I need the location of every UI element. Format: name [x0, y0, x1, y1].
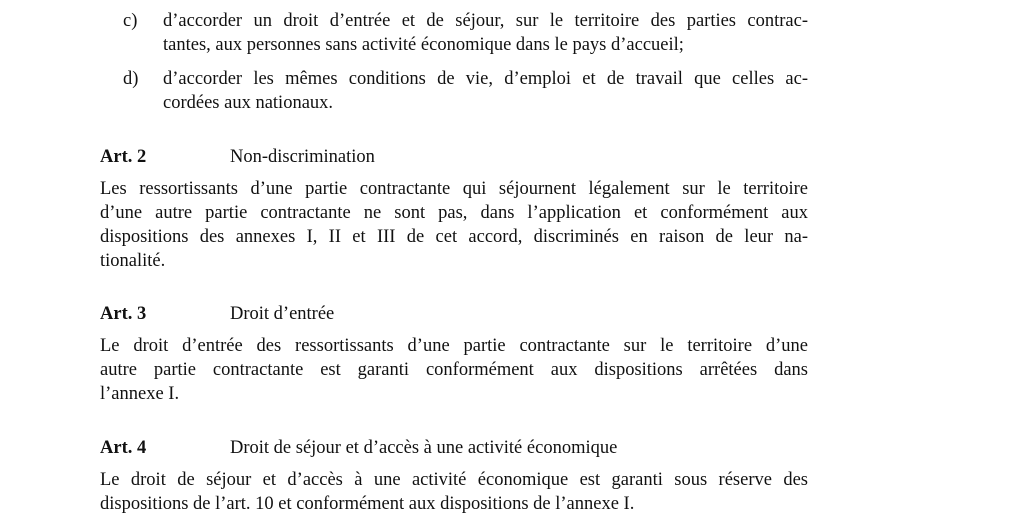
article-2-heading [100, 145, 800, 169]
list-marker: c) [123, 11, 138, 31]
text-line: autre partie contractante est garanti conformément aux dispositions arrêtées dans [100, 360, 808, 380]
text-line: Le droit de séjour et d’accès à une activité économique est garanti sous réserve des [100, 470, 808, 490]
text-line: tionalité. [100, 251, 166, 271]
article-3-heading [100, 302, 800, 326]
text-line: l’annexe I. [100, 384, 180, 404]
text-line: Le droit d’entrée des ressortissants d’une partie contractante sur le territoire d’une [100, 336, 808, 356]
text-line: tantes, aux personnes sans activité économique dans le pays d’accueil; [163, 35, 684, 55]
list-item-text [163, 9, 808, 57]
article-2-body [100, 177, 808, 273]
article-title: Droit de séjour et d’accès à une activité économique [230, 438, 618, 458]
list-item-text [163, 67, 808, 115]
text-line: cordées aux nationaux. [163, 93, 334, 113]
list-marker: d) [123, 69, 139, 89]
article-number: Art. 4 [100, 438, 147, 458]
text-line: d’une autre partie contractante ne sont pas, dans l’application et conformément aux [100, 203, 808, 223]
article-title: Droit d’entrée [230, 304, 335, 324]
text-line: dispositions des annexes I, II et III de cet accord, discriminés en raison de leur na- [100, 227, 808, 247]
article-number: Art. 2 [100, 147, 147, 167]
article-3-body [100, 334, 808, 406]
text-line: d’accorder les mêmes conditions de vie, d’emploi et de travail que celles ac- [163, 69, 808, 89]
article-number: Art. 3 [100, 304, 147, 324]
text-line: d’accorder un droit d’entrée et de séjour, sur le territoire des parties contrac- [163, 11, 808, 31]
article-4-heading [100, 436, 800, 460]
text-line: dispositions de l’art. 10 et conformément aux dispositions de l’annexe I. [100, 494, 635, 514]
article-title: Non-discrimination [230, 147, 375, 167]
text-line: Les ressortissants d’une partie contractante qui séjournent légalement sur le territoire [100, 179, 808, 199]
article-4-body [100, 468, 808, 516]
